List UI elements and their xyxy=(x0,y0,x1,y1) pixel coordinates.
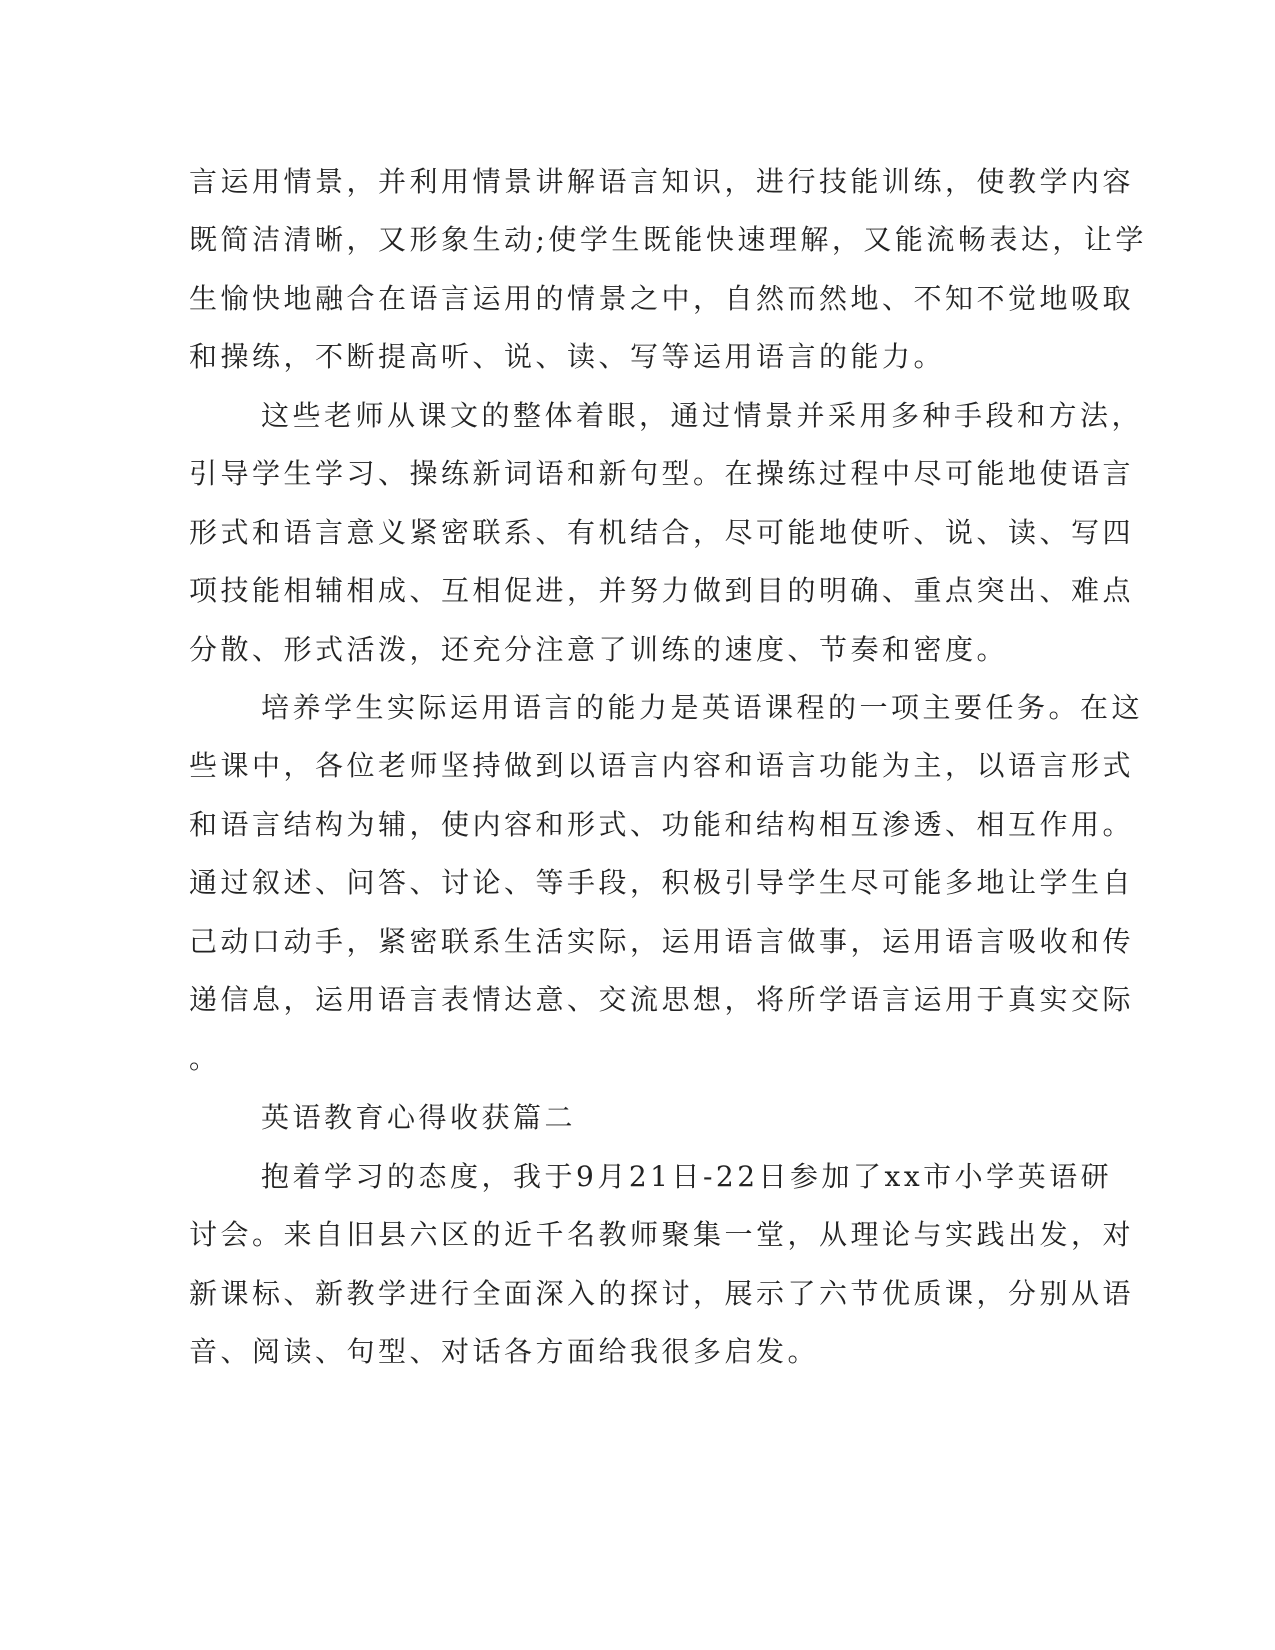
paragraph-2-line-4: 项技能相辅相成、互相促进，并努力做到目的明确、重点突出、难点 xyxy=(189,574,1135,607)
paragraph-2-line-3: 形式和语言意义紧密联系、有机结合，尽可能地使听、说、读、写四 xyxy=(189,516,1135,549)
paragraph-3-line-4: 通过叙述、问答、讨论、等手段，积极引导学生尽可能多地让学生自 xyxy=(189,866,1135,899)
paragraph-2-line-5: 分散、形式活泼，还充分注意了训练的速度、节奏和密度。 xyxy=(189,633,1009,666)
paragraph-2-line-1: 这些老师从课文的整体着眼，通过情景并采用多种手段和方法， xyxy=(261,399,1144,432)
section-heading: 英语教育心得收获篇二 xyxy=(261,1101,577,1134)
paragraph-3-line-1: 培养学生实际运用语言的能力是英语课程的一项主要任务。在这 xyxy=(261,691,1144,724)
paragraph-4-line-3: 新课标、新教学进行全面深入的探讨，展示了六节优质课，分别从语 xyxy=(189,1277,1135,1310)
paragraph-3-line-2: 些课中，各位老师坚持做到以语言内容和语言功能为主，以语言形式 xyxy=(189,749,1135,782)
paragraph-3-line-6: 递信息，运用语言表情达意、交流思想，将所学语言运用于真实交际 xyxy=(189,983,1135,1016)
paragraph-1-line-3: 生愉快地融合在语言运用的情景之中，自然而然地、不知不觉地吸取 xyxy=(189,282,1135,315)
paragraph-4-line-2: 讨会。来自旧县六区的近千名教师聚集一堂，从理论与实践出发，对 xyxy=(189,1218,1135,1251)
paragraph-3-line-3: 和语言结构为辅，使内容和形式、功能和结构相互渗透、相互作用。 xyxy=(189,808,1135,841)
paragraph-1-line-4: 和操练，不断提高听、说、读、写等运用语言的能力。 xyxy=(189,340,946,373)
paragraph-4-line-1: 抱着学习的态度，我于9月21日-22日参加了xx市小学英语研 xyxy=(261,1160,1113,1193)
paragraph-1-line-1: 言运用情景，并利用情景讲解语言知识，进行技能训练，使教学内容 xyxy=(189,165,1135,198)
paragraph-4-line-4: 音、阅读、句型、对话各方面给我很多启发。 xyxy=(189,1335,820,1368)
paragraph-2-line-2: 引导学生学习、操练新词语和新句型。在操练过程中尽可能地使语言 xyxy=(189,457,1135,490)
paragraph-3-line-7: 。 xyxy=(189,1042,221,1075)
paragraph-3-line-5: 己动口动手，紧密联系生活实际，运用语言做事，运用语言吸收和传 xyxy=(189,925,1135,958)
paragraph-1-line-2: 既简洁清晰，又形象生动;使学生既能快速理解，又能流畅表达，让学 xyxy=(189,223,1147,256)
